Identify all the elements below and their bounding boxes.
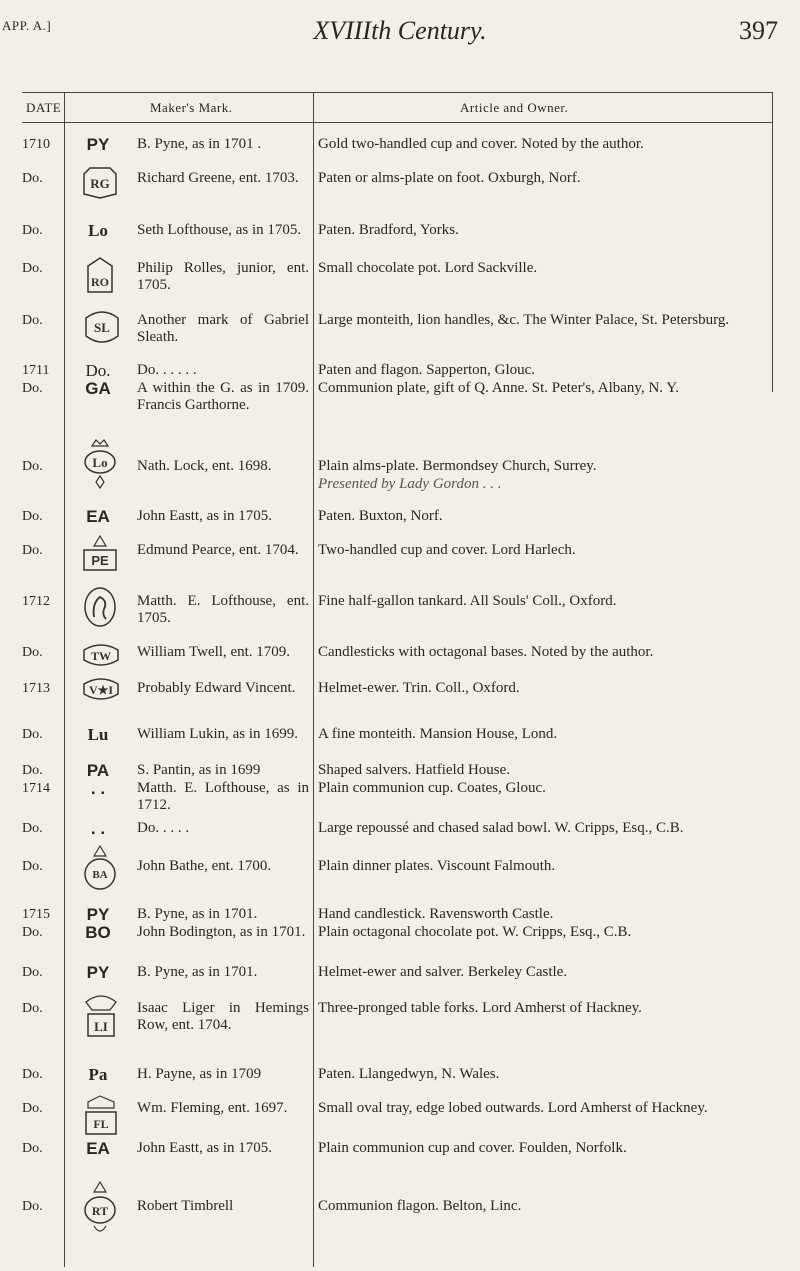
li-mark-icon <box>80 990 122 1044</box>
row-article: Shaped salvers. Hatfield House. <box>318 762 511 778</box>
column-divider-maker <box>313 92 314 1267</box>
row-date: Do. <box>22 925 43 940</box>
row-date: Do. <box>22 509 43 524</box>
row-mark: PY <box>86 135 110 154</box>
column-header-article: Article and Owner. <box>460 100 569 115</box>
row-date: 1710 <box>22 137 50 152</box>
row-maker: B. Pyne, as in 1701 . <box>137 136 262 152</box>
row-article: Plain communion cup and cover. Foulden, Norfolk. <box>318 1140 627 1156</box>
column-divider-date <box>64 92 65 1267</box>
row-maker: Do. . . . . <box>137 820 190 836</box>
row-date: Do. <box>22 1101 43 1116</box>
svg-text:SL: SL <box>94 320 110 335</box>
row-maker: Isaac Liger in Hemings Row, ent. 1704. <box>137 1000 309 1033</box>
row-maker: William Lukin, as in 1699. <box>137 726 299 742</box>
row-maker: Richard Greene, ent. 1703. <box>137 170 299 186</box>
row-mark: PY <box>86 963 110 982</box>
row-date: Do. <box>22 313 43 328</box>
row-article: Large repoussé and chased salad bowl. W. Cripps, Esq., C.B. <box>318 820 684 836</box>
row-date: Do. <box>22 1001 43 1016</box>
row-mark: . . <box>90 779 106 798</box>
ro-mark-icon <box>80 256 120 296</box>
row-mark: PY <box>86 905 110 924</box>
row-article: Paten and flagon. Sapperton, Glouc. <box>318 362 536 378</box>
row-article: Hand candlestick. Ravensworth Castle. <box>318 906 554 922</box>
header-rule-top <box>22 92 772 93</box>
row-date: 1711 <box>22 363 50 378</box>
row-maker: John Bodington, as in 1701. <box>137 924 306 940</box>
row-date: Do. <box>22 821 43 836</box>
row-article: Paten. Bradford, Yorks. <box>318 222 459 238</box>
row-article: Small chocolate pot. Lord Sackville. <box>318 260 538 276</box>
row-maker: Philip Rolles, junior, ent. 1705. <box>137 260 309 293</box>
row-mark: EA <box>86 507 110 526</box>
row-maker: John Eastt, as in 1705. <box>137 508 272 524</box>
row-date: Do. <box>22 965 43 980</box>
ba-mark-icon <box>80 844 120 892</box>
row-article: Plain dinner plates. Viscount Falmouth. <box>318 858 556 874</box>
tw-mark-icon <box>80 638 122 672</box>
row-article: Communion flagon. Belton, Linc. <box>318 1198 522 1214</box>
row-date: Do. <box>22 381 43 396</box>
lo-crowned-mark-icon <box>80 438 120 492</box>
row-article: Fine half-gallon tankard. All Souls' Coll., Oxford. <box>318 593 617 609</box>
row-date: Do. <box>22 645 43 660</box>
row-maker: Seth Lofthouse, as in 1705. <box>137 222 302 238</box>
column-header-maker: Maker's Mark. <box>150 100 233 115</box>
row-maker: B. Pyne, as in 1701. <box>137 964 258 980</box>
row-date: Do. <box>22 1141 43 1156</box>
running-header <box>0 18 800 58</box>
column-divider-right <box>772 92 773 392</box>
ti-mark-icon <box>80 1180 120 1238</box>
row-date: Do. <box>22 1199 43 1214</box>
row-maker: H. Payne, as in 1709 <box>137 1066 262 1082</box>
row-mark: Lo <box>88 221 108 240</box>
svg-text:TW: TW <box>90 649 112 663</box>
rg-mark-icon <box>80 164 120 200</box>
row-mark: Lu <box>87 725 109 744</box>
row-maker: Another mark of Gabriel Sleath. <box>137 312 309 345</box>
svg-text:FL: FL <box>93 1117 109 1131</box>
svg-text:V★I: V★I <box>88 683 114 697</box>
row-article: Plain octagonal chocolate pot. W. Cripps, Esq., C.B. <box>318 924 632 940</box>
fl-mark-icon <box>80 1094 122 1138</box>
row-maker: Edmund Pearce, ent. 1704. <box>137 542 299 558</box>
handwritten-note: Presented by Lady Gordon . . . <box>318 476 502 492</box>
row-mark: GA <box>85 379 111 398</box>
row-date: Do. <box>22 261 43 276</box>
row-maker: S. Pantin, as in 1699 <box>137 762 261 778</box>
row-maker: Matth. E. Lofthouse, as in 1712. <box>137 780 309 813</box>
row-mark: EA <box>86 1139 110 1158</box>
row-maker: A within the G. as in 1709. Francis Garthorne. <box>137 380 309 413</box>
row-date: Do. <box>22 171 43 186</box>
vi-mark-icon <box>80 672 122 706</box>
row-article: Helmet-ewer and salver. Berkeley Castle. <box>318 964 568 980</box>
row-maker: Nath. Lock, ent. 1698. <box>137 458 272 474</box>
row-maker: Robert Timbrell <box>137 1198 234 1214</box>
row-article: Large monteith, lion handles, &c. The Winter Palace, St. Petersburg. <box>318 312 730 328</box>
row-date: 1714 <box>22 781 50 796</box>
row-article: Candlesticks with octagonal bases. Noted by the author. <box>318 644 654 660</box>
row-maker: B. Pyne, as in 1701. <box>137 906 258 922</box>
row-date: Do. <box>22 1067 43 1082</box>
row-date: Do. <box>22 859 43 874</box>
row-mark: BO <box>85 923 111 942</box>
row-maker: Do. . . . . . <box>137 362 197 378</box>
row-mark: PA <box>86 761 110 780</box>
row-date: Do. <box>22 543 43 558</box>
row-mark: Pa <box>88 1065 108 1084</box>
row-article: Three-pronged table forks. Lord Amherst of Hackney. <box>318 1000 642 1016</box>
appendix-label: APP. A.] <box>2 18 52 33</box>
row-article: A fine monteith. Mansion House, Lond. <box>318 726 558 742</box>
row-maker: Probably Edward Vincent. <box>137 680 296 696</box>
row-article: Plain alms-plate. Bermondsey Church, Surrey. <box>318 458 597 474</box>
svg-text:RO: RO <box>91 275 109 289</box>
row-article: Helmet-ewer. Trin. Coll., Oxford. <box>318 680 520 696</box>
row-maker: John Eastt, as in 1705. <box>137 1140 272 1156</box>
row-article: Paten. Llangedwyn, N. Wales. <box>318 1066 500 1082</box>
row-mark: . . <box>90 819 106 838</box>
row-maker: William Twell, ent. 1709. <box>137 644 291 660</box>
row-article: Two-handled cup and cover. Lord Harlech. <box>318 542 576 558</box>
row-date: 1712 <box>22 594 50 609</box>
page-title: XVIIIth Century. <box>313 16 487 45</box>
row-date: Do. <box>22 223 43 238</box>
header-rule-bottom <box>22 122 772 123</box>
row-date: 1713 <box>22 681 50 696</box>
row-mark: Do. <box>85 361 111 380</box>
row-date: Do. <box>22 727 43 742</box>
row-article: Communion plate, gift of Q. Anne. St. Peter's, Albany, N. Y. <box>318 380 679 396</box>
svg-text:RG: RG <box>90 176 110 191</box>
row-maker: Wm. Fleming, ent. 1697. <box>137 1100 288 1116</box>
row-article: Paten. Buxton, Norf. <box>318 508 443 524</box>
row-article: Gold two-handled cup and cover. Noted by the author. <box>318 136 644 152</box>
row-maker: John Bathe, ent. 1700. <box>137 858 272 874</box>
sl-mark-icon <box>80 308 124 348</box>
svg-text:BA: BA <box>92 869 108 881</box>
lion-mark-icon <box>80 587 120 631</box>
column-header-date: DATE <box>26 100 62 115</box>
svg-text:LI: LI <box>94 1019 108 1034</box>
row-article: Paten or alms-plate on foot. Oxburgh, Norf. <box>318 170 581 186</box>
svg-text:Lo: Lo <box>92 455 108 470</box>
row-date: 1715 <box>22 907 50 922</box>
svg-text:PE: PE <box>91 553 109 568</box>
pe-mark-icon <box>80 534 120 574</box>
row-article: Plain communion cup. Coates, Glouc. <box>318 780 546 796</box>
row-article: Small oval tray, edge lobed outwards. Lord Amherst of Hackney. <box>318 1100 708 1116</box>
row-date: Do. <box>22 459 43 474</box>
row-date: Do. <box>22 763 43 778</box>
row-maker: Matth. E. Lofthouse, ent. 1705. <box>137 593 309 626</box>
svg-text:RT: RT <box>91 1204 109 1218</box>
page-number: 397 <box>739 16 778 45</box>
